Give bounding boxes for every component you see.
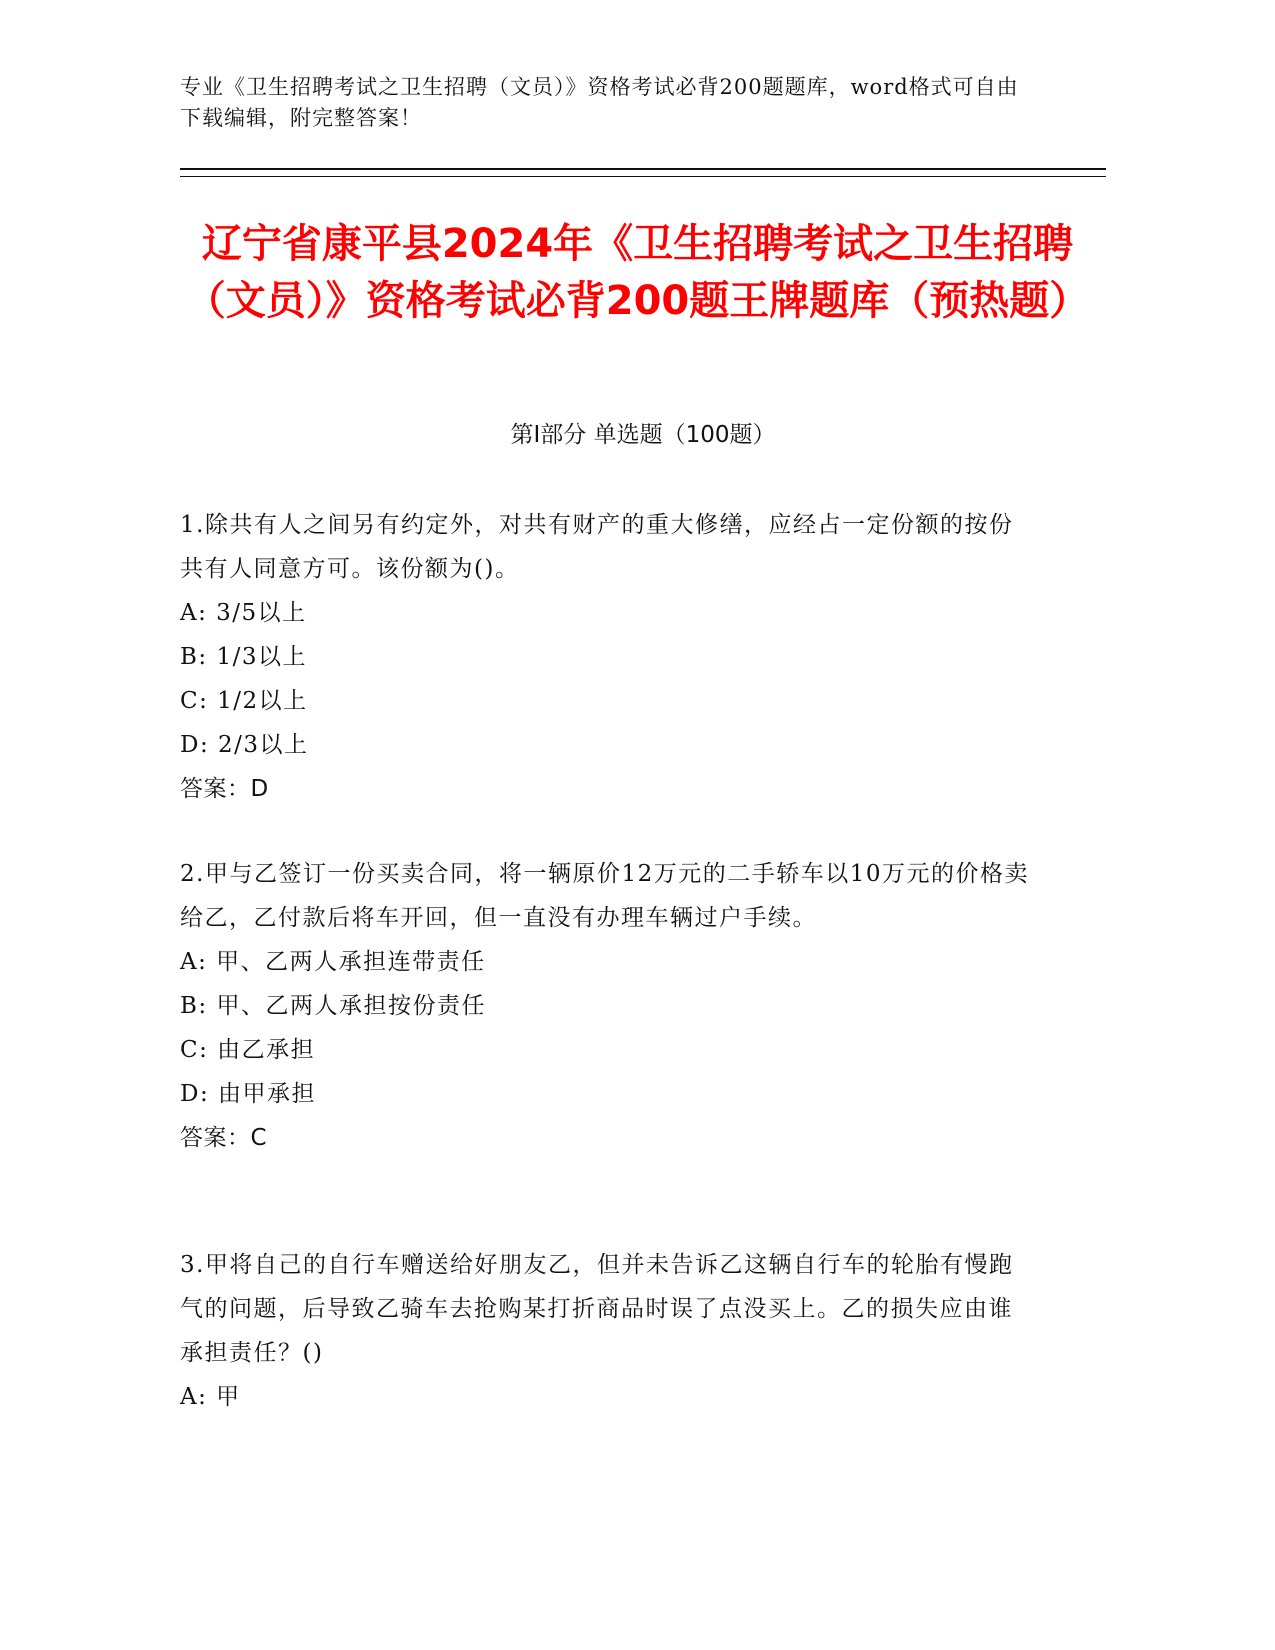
option-b: B: 1/3以上 (180, 644, 307, 670)
option-d: D: 2/3以上 (180, 732, 309, 758)
document-title: 辽宁省康平县2024年《卫生招聘考试之卫生招聘（文员）》资格考试必背200题王牌题库（预热题） (185, 221, 1090, 324)
option-a: A: 3/5以上 (180, 600, 307, 626)
question-2 (180, 852, 1030, 1160)
question-1 (180, 503, 1030, 811)
header-divider-thin (180, 176, 1106, 177)
option-a: A: 甲、乙两人承担连带责任 (180, 949, 486, 975)
option-c: C: 由乙承担 (180, 1037, 316, 1063)
option-c: C: 1/2以上 (180, 688, 308, 714)
header-note: 专业《卫生招聘考试之卫生招聘（文员）》资格考试必背200题题库，word格式可自由下载编辑，附完整答案！ (180, 75, 1019, 130)
question-text: 2.甲与乙签订一份买卖合同，将一辆原价12万元的二手轿车以10万元的价格卖给乙，乙付款后将车开回，但一直没有办理车辆过户手续。 (180, 861, 1029, 931)
answer: 答案：D (180, 776, 269, 802)
option-b: B: 甲、乙两人承担按份责任 (180, 993, 486, 1019)
answer: 答案：C (180, 1125, 268, 1151)
header-divider-thick (180, 168, 1106, 170)
question-3 (180, 1243, 1030, 1419)
option-a: A: 甲 (180, 1384, 241, 1410)
option-d: D: 由甲承担 (180, 1081, 317, 1107)
question-text: 1.除共有人之间另有约定外，对共有财产的重大修缮，应经占一定份额的按份共有人同意方可。该份额为()。 (180, 512, 1014, 582)
question-text: 3.甲将自己的自行车赠送给好朋友乙，但并未告诉乙这辆自行车的轮胎有慢跑气的问题，后导致乙骑车去抢购某打折商品时误了点没买上。乙的损失应由谁承担责任？() (180, 1252, 1014, 1366)
section-heading: 第Ⅰ部分 单选题（100题） (510, 422, 776, 448)
